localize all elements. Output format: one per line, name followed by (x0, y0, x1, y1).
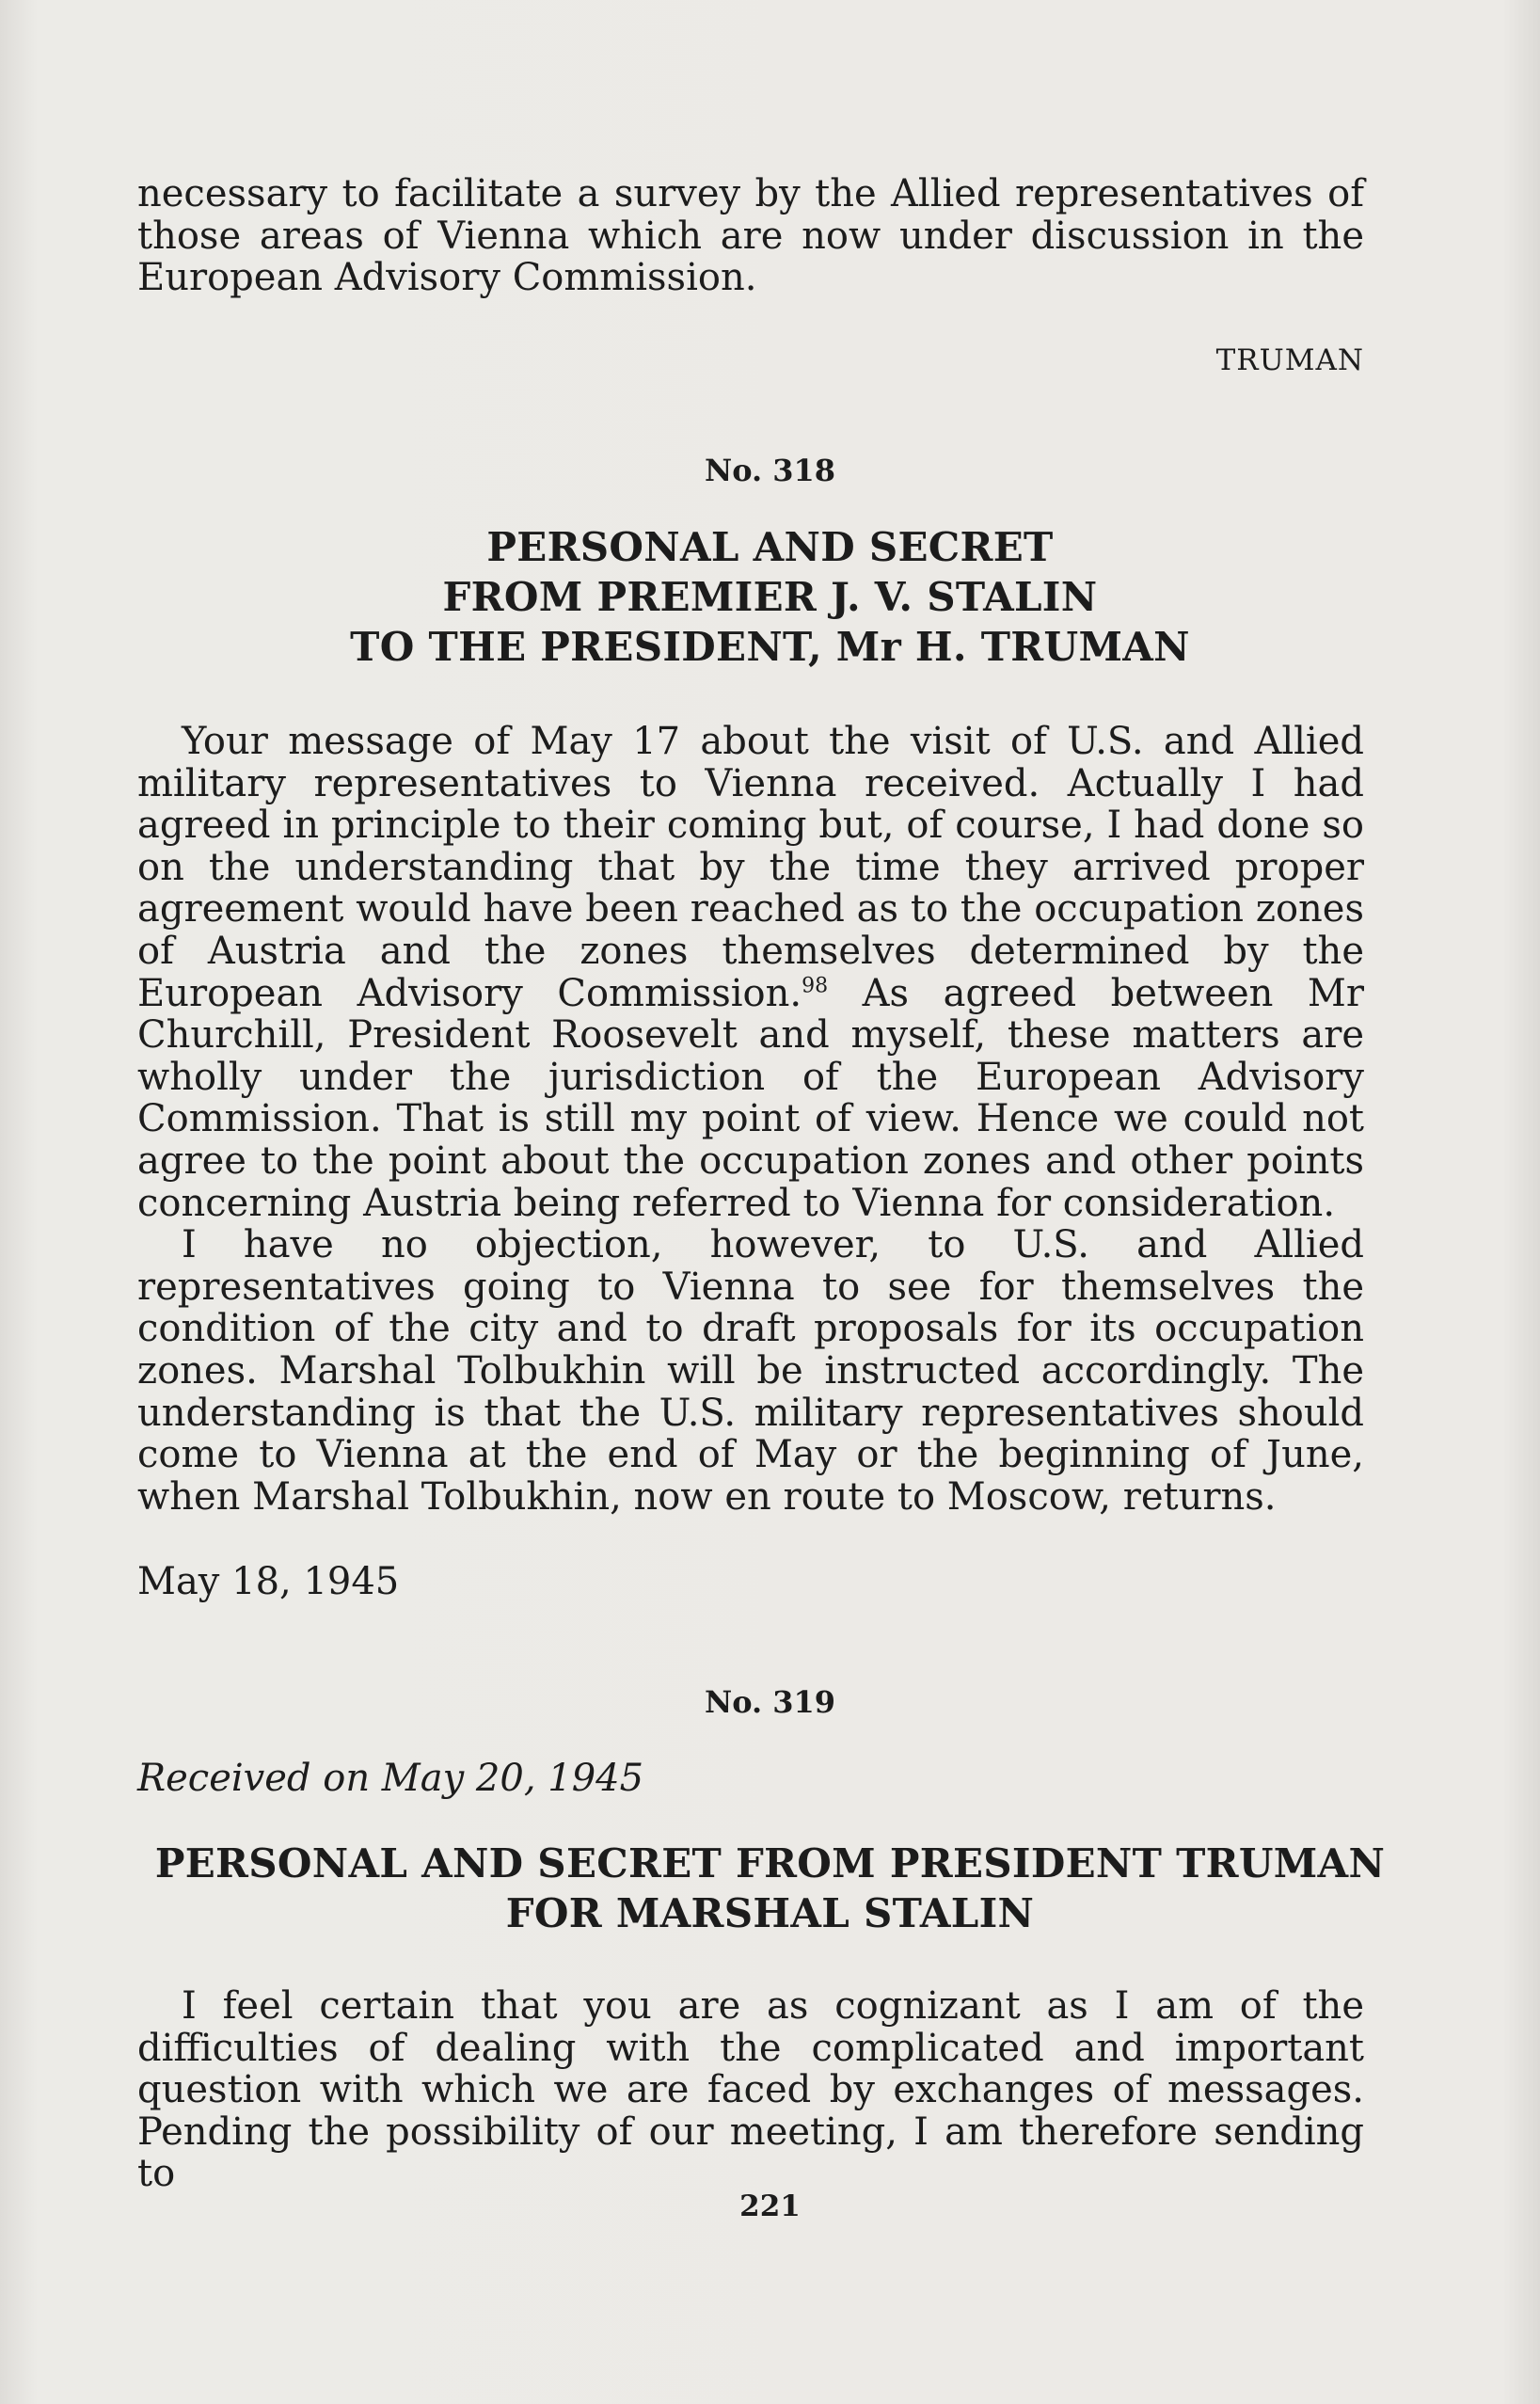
heading-319 (0, 1839, 1540, 1938)
signature-truman: TRUMAN (1215, 343, 1364, 377)
body-319-paragraph-1: I feel certain that you are as cognizant as I am of the difficulties of dealing with the complicated and important question with which we are faced by exchanges of messages. Pending the possibility of our meeting, I am therefore sending to (137, 1984, 1364, 2196)
body-319 (137, 1985, 1364, 2195)
received-date-319: Received on May 20, 1945 (137, 1757, 644, 1800)
body-318-paragraph-1-part-b: As agreed between Mr Churchill, President Roosevelt and myself, these matters are wholly under the jurisdiction of the European Advisory Commission. That is still my point of view. Hence we could not agree to the point about the occupation zones and other points concerning Austria being referred to Vienna for consideration. (137, 971, 1365, 1225)
continued-paragraph-text: necessary to facilitate a survey by the Allied representatives of those areas of Vienna which are now under discussion in the European Advisory Commission. (137, 172, 1364, 300)
body-318 (137, 721, 1364, 1518)
heading-318-line-3: TO THE PRESIDENT, Mr H. TRUMAN (350, 624, 1190, 670)
heading-318 (0, 522, 1540, 672)
date-318: May 18, 1945 (137, 1560, 400, 1603)
doc-number-319: No. 319 (704, 1684, 836, 1720)
doc-number-318: No. 318 (704, 453, 836, 488)
heading-319-line-2: FOR MARSHAL STALIN (505, 1890, 1035, 1936)
footnote-marker: 98 (802, 974, 829, 998)
continued-paragraph (137, 173, 1364, 299)
heading-318-line-2: FROM PREMIER J. V. STALIN (442, 574, 1098, 620)
body-318-paragraph-1 (137, 721, 1364, 1224)
page-number: 221 (739, 2189, 801, 2223)
heading-319-line-1: PERSONAL AND SECRET FROM PRESIDENT TRUMAN (154, 1840, 1386, 1887)
heading-318-line-1: PERSONAL AND SECRET (486, 524, 1054, 570)
body-318-paragraph-2: I have no objection, however, to U.S. and Allied representatives going to Vienna to see for themselves the condition of the city and to draft proposals for its occupation zones. Marshal Tolbukhin will be instructed accordingly. The understanding is that the U.S. military representatives should come to Vienna at the end of May or the beginning of June, when Marshal Tolbukhin, now en route to Moscow, returns. (137, 1223, 1364, 1519)
body-318-paragraph-1-part-a: Your message of May 17 about the visit of U.S. and Allied military representatives to Vienna received. Actually I had agreed in principle to their coming but, of course, I had done so on the understanding that by the time they arrived proper agreement would have been reached as to the occupation zones of Austria and the zones themselves determined by the European Advisory Commission. (137, 720, 1364, 1015)
